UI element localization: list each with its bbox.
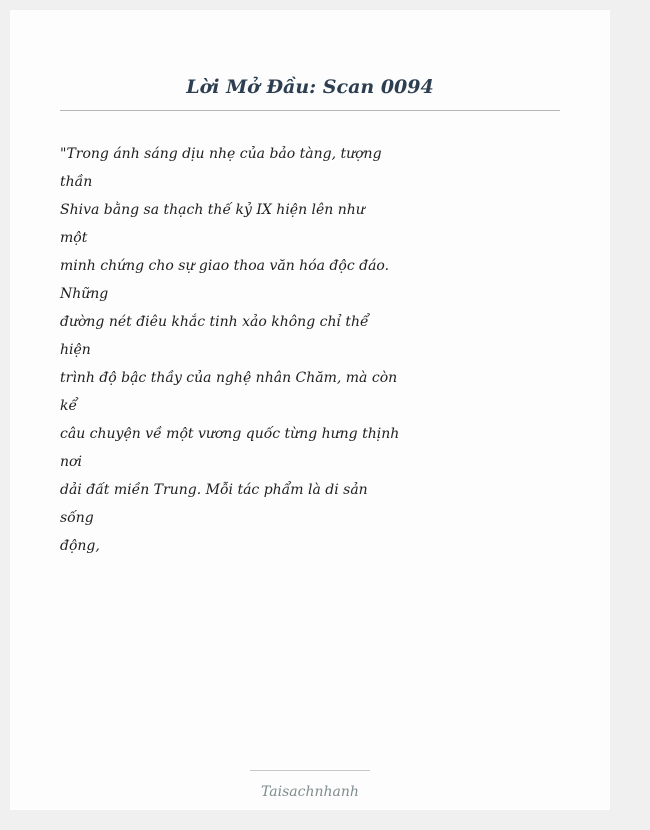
body-line: nơi [60,454,82,470]
body-line: Những [60,286,109,302]
body-line: câu chuyện về một vương quốc từng hưng thịnh [60,426,400,442]
body-text [60,140,400,560]
body-line: minh chứng cho sự giao thoa văn hóa độc đáo. [60,258,390,274]
body-line: "Trong ánh sáng dịu nhẹ của bảo tàng, tượng [60,146,382,162]
body-line: động, [60,538,100,554]
body-line: trình độ bậc thầy của nghệ nhân Chăm, mà còn [60,370,398,386]
title-divider [60,110,560,111]
body-line: hiện [60,342,91,358]
body-line: đường nét điêu khắc tinh xảo không chỉ thể [60,314,369,330]
body-line: một [60,230,88,246]
page-title: Lời Mở Đầu: Scan 0094 [186,76,434,98]
body-line: Shiva bằng sa thạch thế kỷ IX hiện lên như [60,202,365,218]
body-line: thần [60,174,93,190]
body-line: sống [60,510,94,526]
document-page [10,10,610,810]
body-line: kể [60,398,78,414]
footer-divider [250,770,370,771]
body-line: dải đất miền Trung. Mỗi tác phẩm là di sản [60,482,368,498]
footer-text: Taisachnhanh [261,784,359,800]
